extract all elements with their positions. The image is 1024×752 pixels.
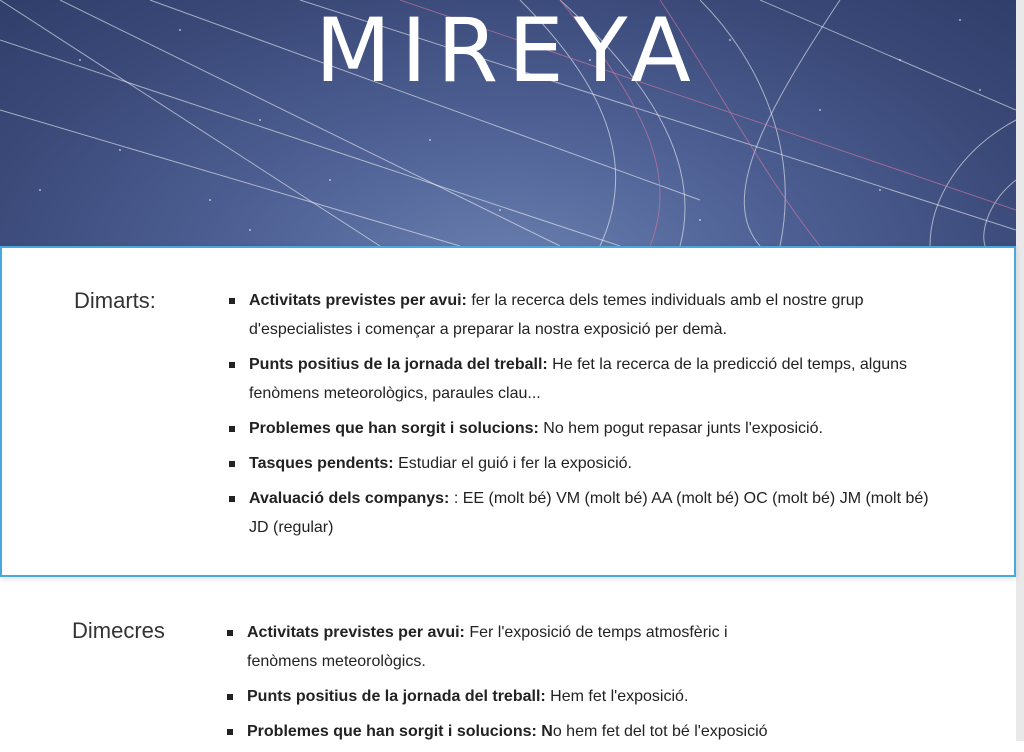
item-label: Punts positius de la jornada del treball: [249, 356, 548, 373]
item-text: Fer l'exposició de temps atmosfèric i fenòmens meteorològics. [247, 624, 728, 670]
list-item [228, 350, 948, 408]
bullet-icon [227, 630, 233, 636]
item-text: : EE (molt bé) VM (molt bé) AA (molt bé) OC (molt bé) JM (molt bé) JD (regular) [249, 490, 929, 536]
section-dimarts[interactable] [0, 246, 1016, 577]
bullet-icon [227, 694, 233, 700]
bullet-icon [227, 729, 233, 735]
header-banner [0, 0, 1016, 246]
activity-list [228, 286, 948, 548]
item-label: Problemes que han sorgit i solucions: N [247, 723, 553, 740]
list-item [228, 414, 948, 443]
item-text: fer la recerca dels temes individuals amb el nostre grup d'especialistes i començar a preparar la nostra exposició per demà. [249, 292, 864, 338]
section-dimecres[interactable] [0, 584, 1016, 741]
item-text: He fet la recerca de la predicció del temps, alguns fenòmens meteorològics, paraules clau... [249, 356, 908, 402]
day-heading: Dimecres [72, 618, 165, 643]
item-text: Estudiar el guió i fer la exposició. [393, 455, 632, 472]
list-item [228, 286, 948, 344]
item-text: No hem pogut repasar junts l'exposició. [538, 420, 823, 437]
list-item [228, 484, 948, 542]
list-item [228, 449, 948, 478]
item-label: Activitats previstes per avui: [247, 624, 465, 641]
bullet-icon [229, 298, 235, 304]
item-text: Hem fet l'exposició. [545, 688, 689, 705]
page-scrollbar[interactable] [1016, 0, 1024, 741]
activity-list [226, 618, 786, 752]
site-title: MIREYA [315, 0, 701, 102]
bullet-icon [229, 426, 235, 432]
bullet-icon [229, 362, 235, 368]
item-label: Punts positius de la jornada del treball: [247, 688, 546, 705]
item-text: o hem fet del tot bé l'exposició [552, 723, 768, 740]
list-item [226, 682, 786, 711]
list-item [226, 618, 786, 676]
bullet-icon [229, 461, 235, 467]
bullet-icon [229, 496, 235, 502]
item-label: Problemes que han sorgit i solucions: [249, 420, 539, 437]
item-label: Tasques pendents: [249, 455, 394, 472]
list-item [226, 717, 967, 746]
day-heading: Dimarts: [74, 288, 156, 313]
item-label: Avaluació dels companys: [249, 490, 450, 507]
item-label: Activitats previstes per avui: [249, 292, 467, 309]
